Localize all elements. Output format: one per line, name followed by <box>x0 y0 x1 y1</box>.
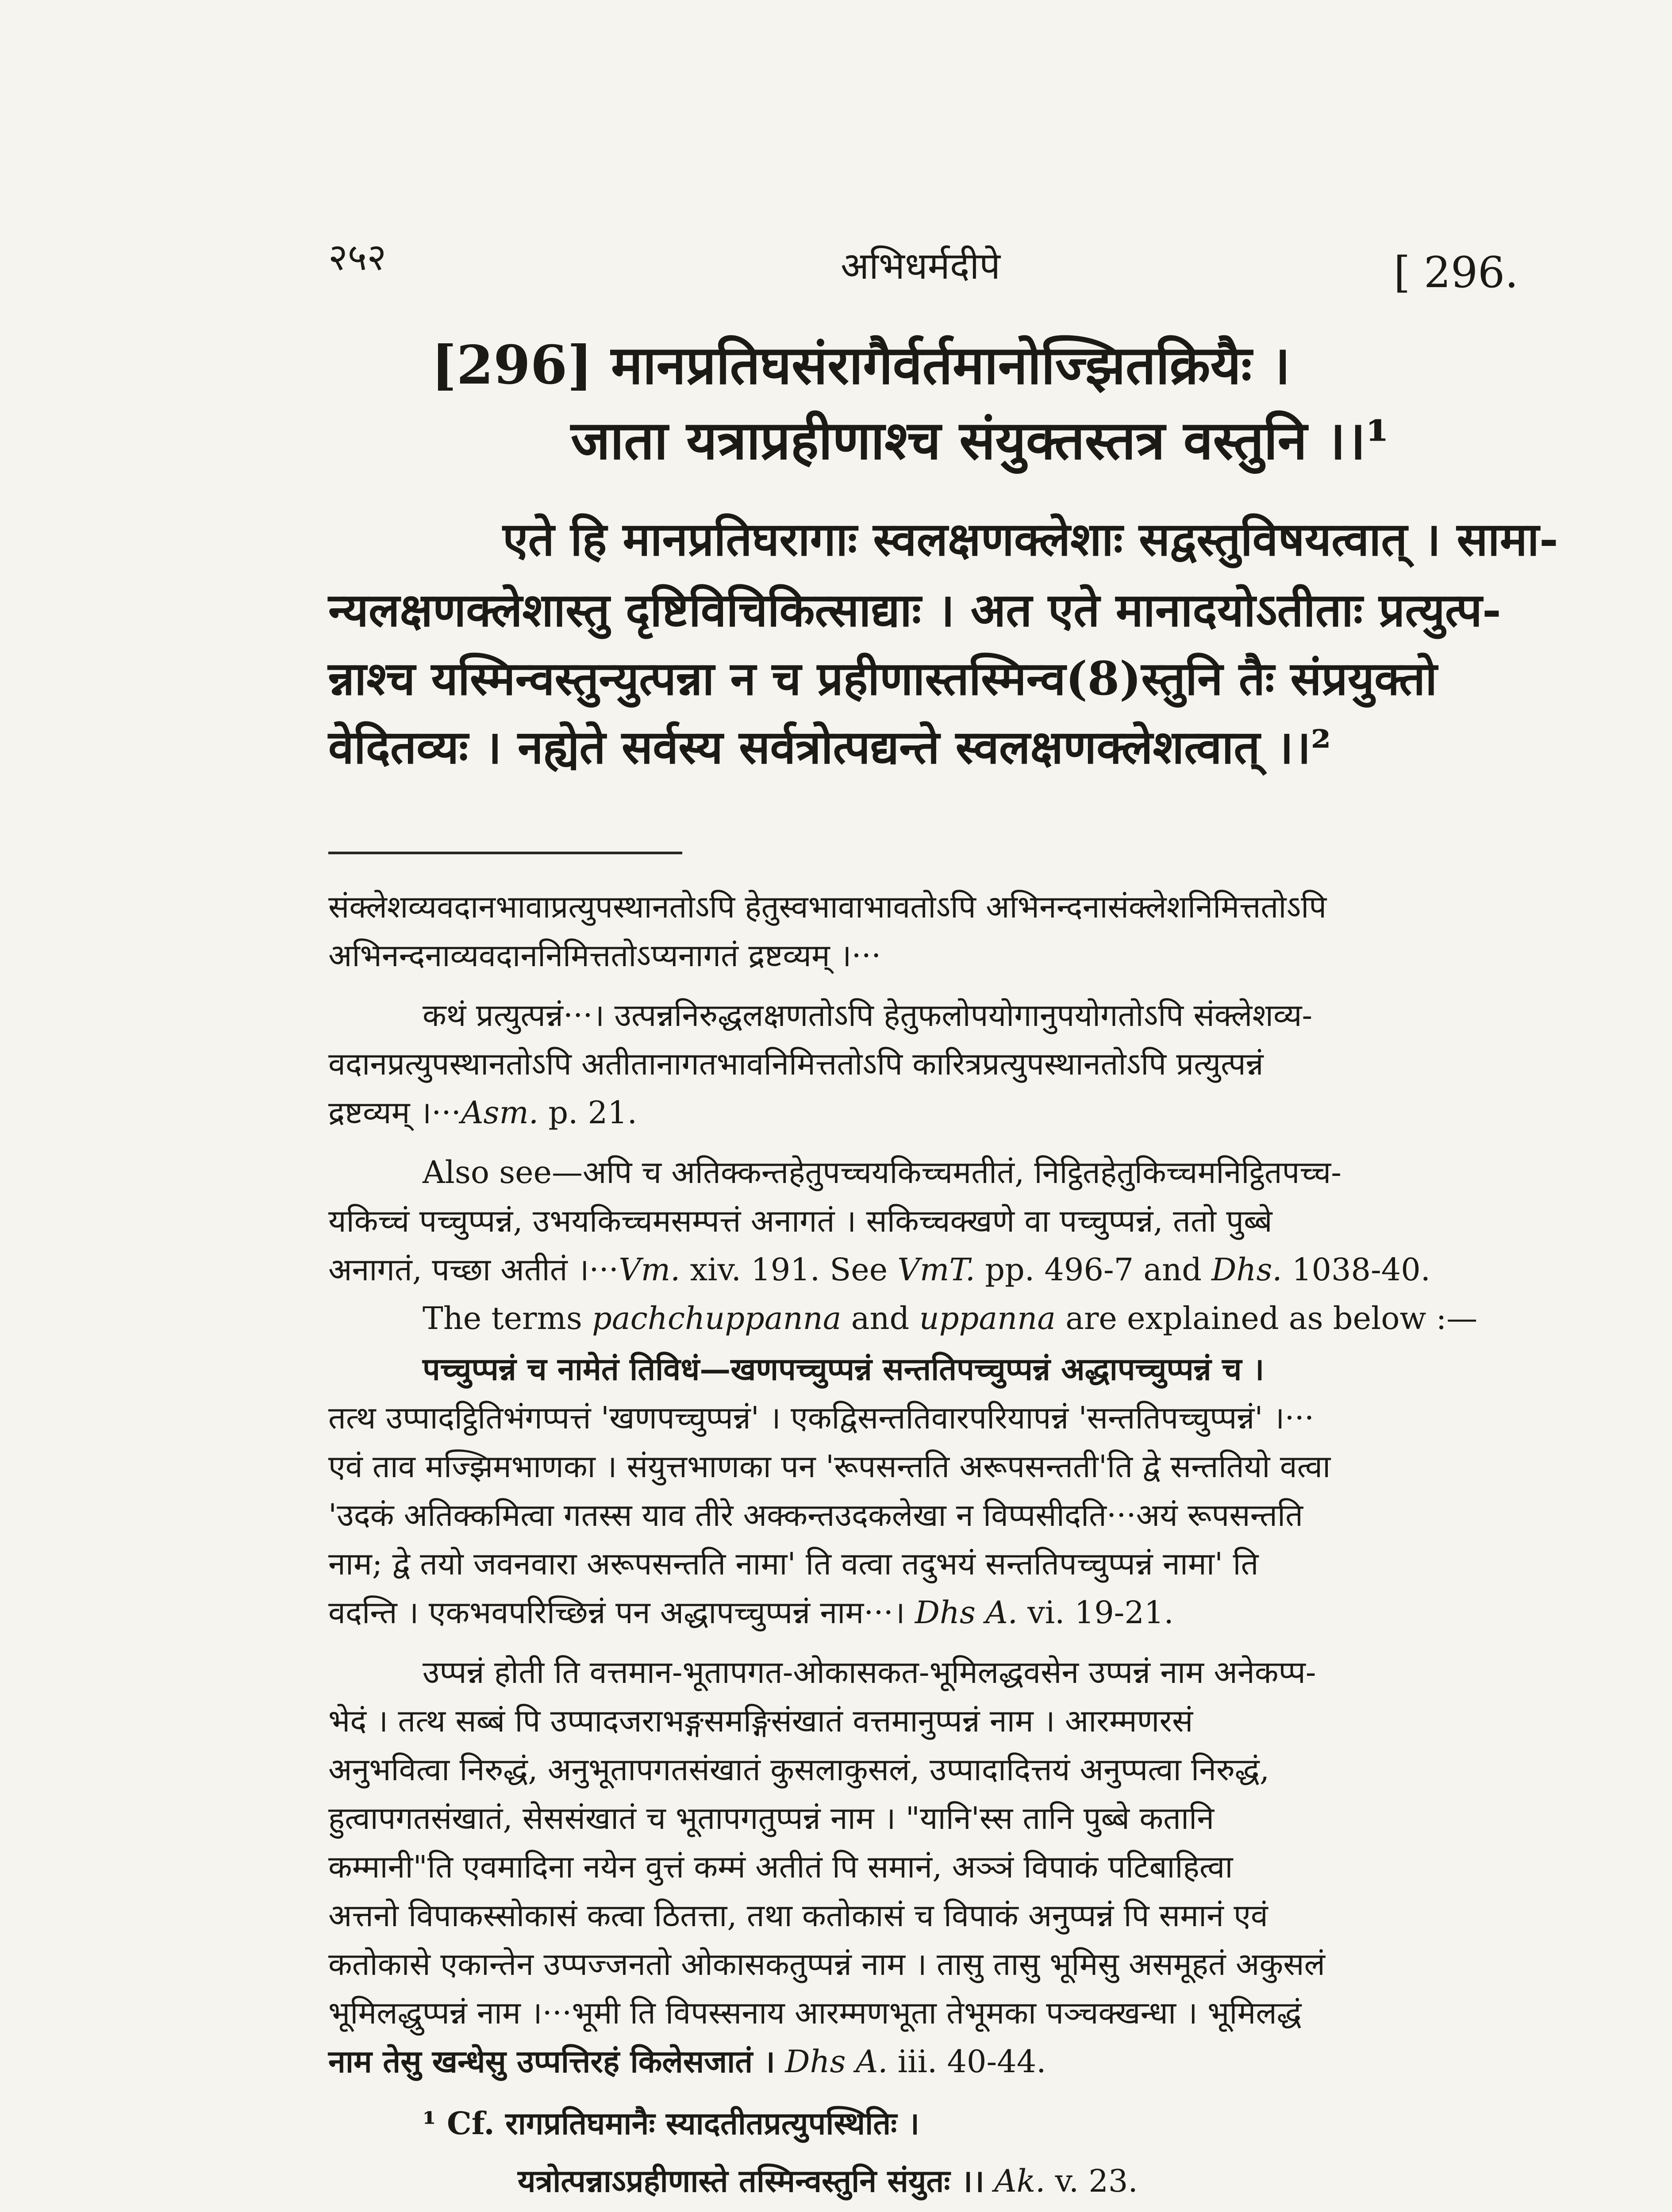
footnote-1-line-2 <box>518 2157 1138 2205</box>
footnote-line: यकिच्चं पच्चुप्पन्नं, उभयकिच्चमसम्पत्तं अनागतं । सकिच्चक्खणे वा पच्चुप्पन्नं, ततो पुब्बे <box>328 1203 1272 1239</box>
footnote-line: अनुभवित्वा निरुद्धं, अनुभूतापगतसंखातं कुसलाकुसलं, उप्पादादित्तयं अनुप्पत्वा निरुद्धं, <box>328 1751 1270 1788</box>
footnote-line: वदानप्रत्युपस्थानतोऽपि अतीतानागतभावनिमित्ततोऽपि कारित्रप्रत्युपस्थानतोऽपि प्रत्युत्पन्नं <box>328 1046 1264 1082</box>
reference-dhsa: Dhs A. <box>915 1594 1018 1631</box>
footnote-text: xiv. 191. See <box>680 1252 898 1288</box>
footnote-text: are explained as below :— <box>1055 1300 1478 1336</box>
commentary-line-4: वेदितव्यः । नह्येते सर्वस्य सर्वत्रोत्पद्यन्ते स्वलक्षणक्लेशत्वात् ।।² <box>328 720 1331 774</box>
footnote-line: अत्तनो विपाकस्सोकासं कत्वा ठितत्ता, तथा कतोकासं च विपाकं अनुप्पन्नं पि समानं एवं <box>328 1897 1268 1934</box>
reference-dhs: Dhs. <box>1211 1252 1282 1288</box>
footnote-line <box>328 1088 637 1137</box>
footnote-1: ¹ Cf. रागप्रतिघमानैः स्यादतीतप्रत्युपस्थितिः । <box>423 2105 920 2142</box>
footnote-line: नाम; द्वे तयो जवनवारा अरूपसन्तति नामा' ति वत्वा तदुभयं सन्ततिपच्चुप्पन्नं नामा' ति <box>328 1546 1259 1582</box>
footnote-line: कथं प्रत्युत्पन्नं···। उत्पन्ननिरुद्धलक्षणतोऽपि हेतुफलोपयोगानुपयोगतोऽपि संक्लेशव्य- <box>423 997 1313 1033</box>
footnote-line <box>328 2037 1046 2086</box>
reference-dhsa: Dhs A. <box>785 2043 888 2080</box>
footnote-text: द्रष्टव्यम् ।··· <box>328 1094 461 1131</box>
footnote-line: अभिनन्दनाव्यवदाननिमित्ततोऽप्यनागतं द्रष्टव्यम् ।··· <box>328 937 881 974</box>
commentary-line-2: न्यलक्षणक्लेशास्तु दृष्टिविचिकित्साद्याः । अत एते मानादयोऽतीताः प्रत्युत्प- <box>328 583 1502 637</box>
footnote-text: The terms <box>423 1300 592 1336</box>
footnote-text: नाम तेसु खन्धेसु उप्पत्तिरहं किलेसजातं । <box>328 2043 776 2080</box>
reference-vmt: VmT. <box>897 1252 975 1288</box>
footnote-line: संक्लेशव्यवदानभावाप्रत्युपस्थानतोऽपि हेतुस्वभावाभावतोऽपि अभिनन्दनासंक्लेशनिमित्ततोऽपि <box>328 889 1327 925</box>
footnote-line <box>423 1294 1477 1343</box>
term-uppanna: uppanna <box>919 1300 1056 1336</box>
reference-ak: Ak. <box>994 2163 1045 2199</box>
commentary-line-3: न्नाश्च यस्मिन्वस्तुन्युत्पन्ना न च प्रहीणास्तस्मिन्व(8)स्तुनि तैः संप्रयुक्तो <box>328 651 1438 706</box>
term-pachchuppanna: pachchuppanna <box>592 1300 842 1336</box>
footnote-line: कम्मानी"ति एवमादिना नयेन वुत्तं कम्मं अतीतं पि समानं, अञ्ञं विपाकं पटिबाहित्वा <box>328 1849 1233 1885</box>
footnote-text: वदन्ति । एकभवपरिच्छिन्नं पन अद्धापच्चुप्पन्नं नाम···। <box>328 1594 905 1631</box>
reference-asm: Asm. <box>461 1094 539 1131</box>
footnote-line: उप्पन्नं होती ति वत्तमान-भूतापगत-ओकासकत-भूमिलद्धवसेन उप्पन्नं नाम अनेकप्प- <box>423 1654 1316 1690</box>
footnote-line: भेदं । तत्थ सब्बं पि उप्पादजराभङ्गसमङ्गिसंखातं वत्तमानुप्पन्नं नाम । आरम्मणरसं <box>328 1703 1193 1739</box>
footnote-line <box>328 1588 1174 1637</box>
running-title: अभिधर्मदीपे <box>841 244 1000 288</box>
footnote-line <box>328 1245 1430 1294</box>
footnote-line: एवं ताव मज्झिमभाणका । संयुत्तभाणका पन 'रूपसन्तति अरूपसन्तती'ति द्वे सन्ततियो वत्वा <box>328 1448 1331 1485</box>
footnote-text: pp. 496-7 and <box>975 1252 1212 1288</box>
footnote-line: भूमिलद्धुप्पन्नं नाम ।···भूमी ति विपस्सनाय आरम्मणभूता तेभूमका पञ्चक्खन्धा । भूमिलद्धं <box>328 1995 1302 2031</box>
footnote-text: and <box>841 1300 919 1336</box>
footnote-text: यत्रोत्पन्नाऽप्रहीणास्ते तस्मिन्वस्तुनि संयुतः ।। <box>518 2162 984 2199</box>
footnote-text: 1038-40. <box>1282 1252 1431 1288</box>
verse-line-2: जाता यत्राप्रहीणाश्च संयुक्तस्तत्र वस्तुनि ।।¹ <box>571 409 1389 472</box>
verse-line-1: [296] मानप्रतिघसंरागैर्वर्तमानोज्झितक्रियैः । <box>431 334 1291 396</box>
footnote-line: हुत्वापगतसंखातं, सेससंखातं च भूतापगतुप्पन्नं नाम । "यानि'स्स तानि पुब्बे कतानि <box>328 1800 1215 1836</box>
footnote-divider <box>328 852 682 854</box>
footnote-line: तत्थ उप्पादट्ठितिभंगप्पत्तं 'खणपच्चुप्पन्नं' । एकद्विसन्ततिवारपरियापन्नं 'सन्ततिपच्चुप्पन्नं' ।··· <box>328 1400 1315 1436</box>
commentary-line-1: एते हि मानप्रतिघरागाः स्वलक्षणक्लेशाः सद्वस्तुविषयत्वात् । सामा- <box>503 512 1558 566</box>
page-number: २५२ <box>328 235 387 279</box>
footnote-line: Also see—अपि च अतिक्कन्तहेतुपच्चयकिच्चमतीतं, निट्ठितहेतुकिच्चमनिट्ठितपच्च- <box>423 1154 1341 1190</box>
footnote-text: v. 23. <box>1045 2163 1138 2199</box>
footnote-line: 'उदकं अतिक्कमित्वा गतस्स याव तीरे अक्कन्तउदकलेखा न विप्पसीदति···अयं रूपसन्तति <box>328 1497 1303 1533</box>
footnote-line: कतोकासे एकान्तेन उप्पज्जनतो ओकासकतुप्पन्नं नाम । तासु तासु भूमिसु असमूहतं अकुसलं <box>328 1946 1325 1982</box>
footnote-line: पच्चुप्पन्नं च नामेतं तिविधं—खणपच्चुप्पन्नं सन्ततिपच्चुप्पन्नं अद्धापच्चुप्पन्नं च । <box>423 1351 1265 1387</box>
footnote-text: अनागतं, पच्छा अतीतं ।··· <box>328 1252 619 1288</box>
reference-vm: Vm. <box>619 1252 680 1288</box>
footnote-text: iii. 40-44. <box>888 2043 1046 2080</box>
footnote-text: p. 21. <box>538 1094 637 1131</box>
verse-marker: [ 296. <box>1394 248 1518 297</box>
footnote-text: vi. 19-21. <box>1018 1594 1174 1631</box>
